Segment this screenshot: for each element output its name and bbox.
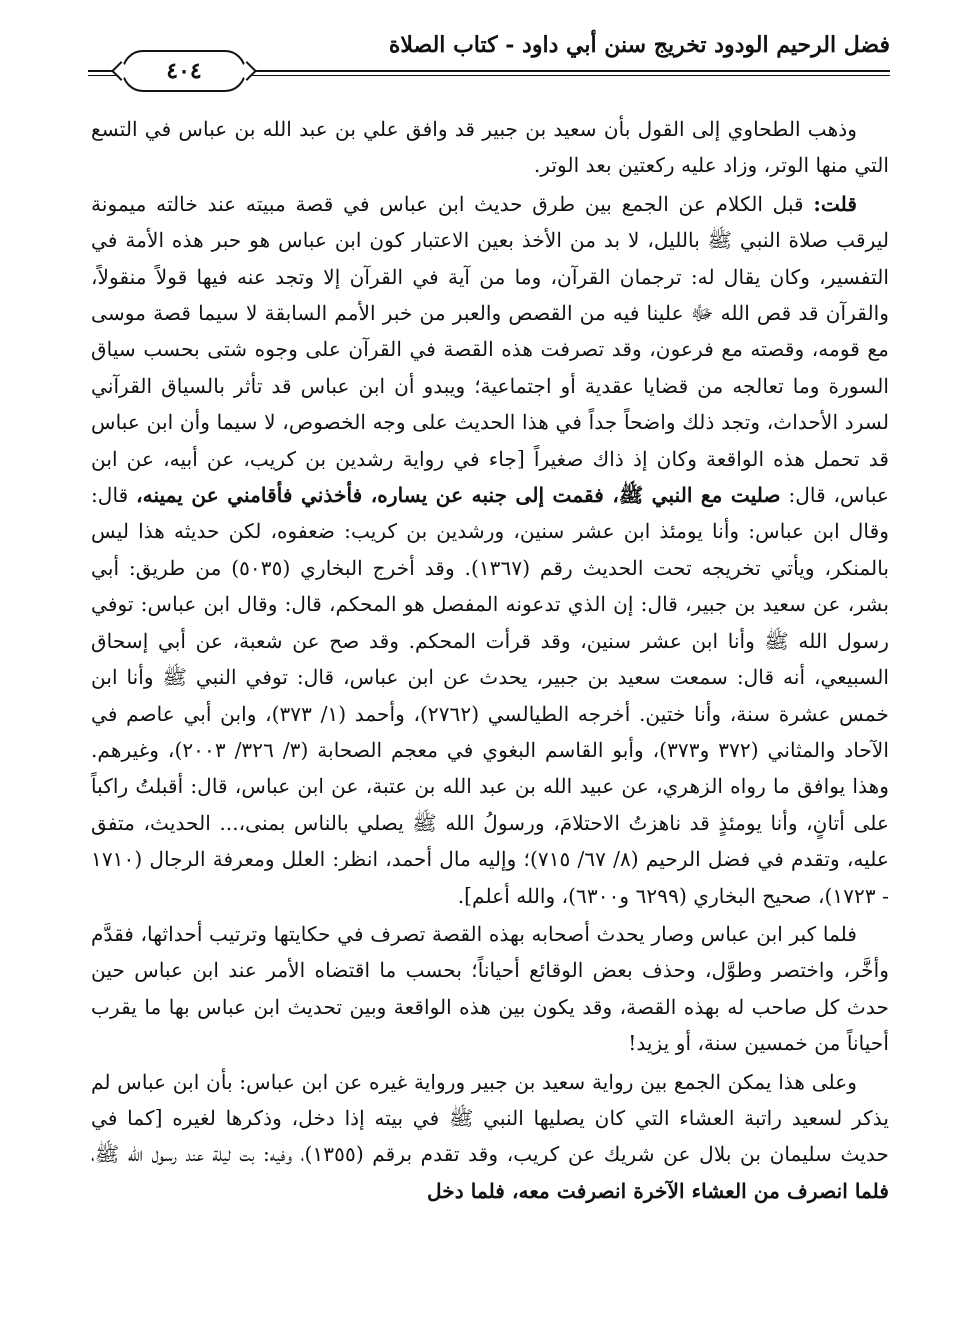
- page-number: ٤٠٤: [166, 58, 202, 84]
- commentary-bold-quote: صليت مع النبي ﷺ، فقمت إلى جنبه عن يساره، فأخذني فأقامني عن يمينه،: [136, 483, 781, 508]
- commentary-text-first: قبل الكلام عن الجمع بين طرق حديث ابن عباس في قصة مبيته عند خالته ميمونة ليرقب صلاة النبي ﷺ بالليل، لا بد من الأخذ بعين الاعتبار كون ابن عباس هو حبر هذه الأمة في التفسير، وكان يقال له: ترجمان القرآن، وما من آية في القرآن إلا وتجد عنه فيها قولاً منقولاً، والقرآن قد قص الله ﷻ علينا فيه من القصص والعبر من خبر الأمم السابقة لا سيما قصة موسى مع قومه، وقصته مع فرعون، وقد تصرفت هذه القصة في القرآن على وجوه شتى بحسب سياق السورة وما تعالجه من قضايا عقدية أو اجتماعية؛ ويبدو أن ابن عباس قد تأثر بالسياق القرآني لسرد الأحداث، وتجد ذلك واضحاً جداً في هذا الحديث على وجه الخصوص، لا سيما وأن ابن عباس قد تحمل هذه الواقعة وكان إذ ذاك صغيراً [جاء في رواية رشدين بن كريب، عن أبيه، عن ابن عباس، قال:: [91, 191, 889, 508]
- paragraph-ibn-abbas-narration: فلما كبر ابن عباس وصار يحدث أصحابه بهذه القصة تصرف في حكايتها وترتيب أحداثها، فقدَّم وأخَّر، واختصر وطوَّل، وحذف بعض الوقائع أحياناً؛ بحسب ما اقتضاه الأمر عند ابن عباس حين حدث كل صاحب له بهذه القصة، وقد يكون بين هذه الواقعة وبين تحديث ابن عباس بها ما يقرب أحياناً من خمسين سنة، أو يزيد!: [91, 921, 889, 1056]
- paragraph-tahawi: وذهب الطحاوي إلى القول بأن سعيد بن جبير قد وافق علي بن عبد الله بن عباس في التسع التي منها الوتر، وزاد عليه ركعتين بعد الوتر.: [91, 117, 889, 178]
- commentary-lead: قلت:: [813, 191, 857, 216]
- commentary-text-second: قال: وقال ابن عباس: وأنا يومئذ ابن عشر سنين، ورشدين بن كريب: ضعفوه، لكن حديثه هذا ليس بالمنكر، ويأتي تخريجه تحت الحديث رقم (١٣٦٧). وقد أخرج البخاري (٥٠٣٥) من طريق: أبي بشر، عن سعيد بن جبير، قال: إن الذي تدعونه المفصل هو المحكم، قال: وقال ابن عباس: توفي رسول الله ﷺ وأنا ابن عشر سنين، وقد قرأت المحكم. وقد صح عن شعبة، عن أبي إسحاق السبيعي، أنه قال: سمعت سعيد بن جبير، يحدث عن ابن عباس، قال: توفي النبي ﷺ وأنا ابن خمس عشرة سنة، وأنا ختين. أخرجه الطيالسي (٢٧٦٢)، وأحمد (١/ ٣٧٣)، وابن أبي عاصم في الآحاد والمثاني (٣٧٢ و٣٧٣)، وأبو القاسم البغوي في معجم الصحابة (٣/ ٣٢٦/ ٢٠٠٣)، وغيرهم. وهذا يوافق ما رواه الزهري، عن عبيد الله بن عبد الله بن عتبة، عن ابن عباس، قال: أقبلتُ راكباً على أتانٍ، وأنا يومئذٍ قد ناهزتُ الاحتلامَ، ورسولُ الله ﷺ يصلي بالناس بمنى،... الحديث، متفق عليه، وتقدم في فضل الرحيم (٨/ ٦٧/ ٧١٥)؛ وإليه مال أحمد، انظر: العلل ومعرفة الرجال (١٧١٠ - ١٧٢٣)، صحيح البخاري (٦٢٩٩ و٦٣٠٠)، والله أعلم].: [91, 483, 890, 908]
- paragraph-commentary: [91, 186, 889, 914]
- page-header: [88, 20, 890, 98]
- reconciliation-bold-quote: فلما انصرف من العشاء الآخرة انصرفت معه، فلما دخل: [427, 1178, 889, 1203]
- paragraph-reconciliation: [91, 1064, 889, 1210]
- page-body: [91, 111, 889, 1319]
- running-title: فضل الرحيم الودود تخريج سنن أبي داود - كتاب الصلاة: [388, 32, 890, 58]
- reconciliation-text: وعلى هذا يمكن الجمع بين رواية سعيد بن جبير ورواية غيره عن ابن عباس: بأن ابن عباس لم يذكر لسعيد راتبة العشاء التي كان يصليها النبي ﷺ في بيته إذا دخل، وذكرها لغيره [كما في حديث سليمان بن بلال عن شريك عن كريب، وقد تقدم برقم (١٣٥٥)، وفيه: بت ليلة عند رسول الله ﷺ،: [91, 1069, 889, 1167]
- page-number-badge: [122, 50, 246, 92]
